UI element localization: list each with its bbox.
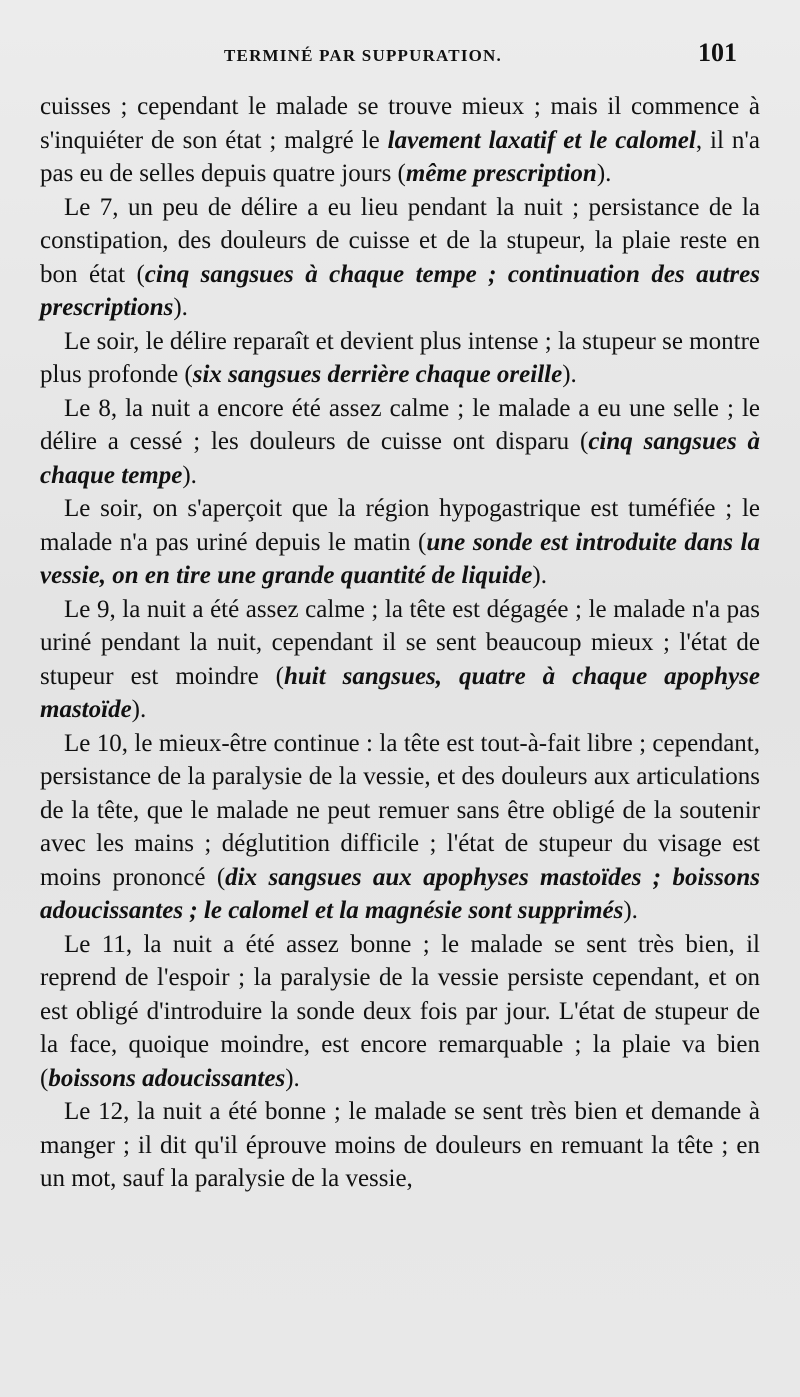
paragraph-6: Le 9, la nuit a été assez calme ; la tête est dégagée ; le malade n'a pas uriné pendant la nuit, cependant il se sent beaucoup mieux ; l'état de stupeur est moindre (huit sangsues, quatre à chaque apophyse mastoïde). [40, 595, 760, 723]
paragraph-4: Le 8, la nuit a encore été assez calme ; le malade a eu une selle ; le délire a cessé ; les douleurs de cuisse ont disparu (cinq sangsues à chaque tempe). [40, 394, 761, 489]
paragraph-7: Le 10, le mieux-être continue : la tête est tout-à-fait libre ; cependant, persistance de la paralysie de la vessie, et des douleurs aux articulations de la tête, que le malade ne peut remuer sans être obligé de la soutenir avec les mains ; déglutition difficile ; l'état de stupeur du visage est moins prononcé (dix sangsues aux apophyses mastoïdes ; boissons adoucissantes ; le calomel et la magnésie sont supprimés). [40, 729, 761, 924]
page-header [0, 34, 800, 74]
paragraph-9: Le 12, la nuit a été bonne ; le malade se sent très bien et demande à manger ; il dit qu'il éprouve moins de douleurs en remuant la tête ; en un mot, sauf la paralysie de la vessie, [40, 1098, 760, 1192]
page-number: 101 [698, 38, 737, 67]
paragraph-1: cuisses ; cependant le malade se trouve mieux ; mais il commence à s'inquiéter de son état ; malgré le lavement laxatif et le calomel, il n'a pas eu de selles depuis quatre jours (même prescription). [40, 93, 760, 187]
running-title: TERMINÉ PAR SUPPURATION. [224, 46, 502, 65]
body-text [40, 90, 760, 1196]
paragraph-3: Le soir, le délire reparaît et devient plus intense ; la stupeur se montre plus profonde (six sangsues derrière chaque oreille). [40, 327, 760, 388]
paragraph-5: Le soir, on s'aperçoit que la région hypogastrique est tuméfiée ; le malade n'a pas uriné depuis le matin (une sonde est introduite dans la vessie, on en tire une grande quantité de liquide). [40, 495, 761, 589]
paragraph-8: Le 11, la nuit a été assez bonne ; le malade se sent très bien, il reprend de l'espoir ; la paralysie de la vessie persiste cependant, et on est obligé d'introduire la sonde deux fois par jour. L'état de stupeur de la face, quoique moindre, est encore remarquable ; la plaie va bien (boissons adoucissantes). [40, 930, 760, 1092]
paragraph-2: Le 7, un peu de délire a eu lieu pendant la nuit ; persistance de la constipation, des douleurs de cuisse et de la stupeur, la plaie reste en bon état (cinq sangsues à chaque tempe ; continuation des autres prescriptions). [40, 193, 760, 321]
